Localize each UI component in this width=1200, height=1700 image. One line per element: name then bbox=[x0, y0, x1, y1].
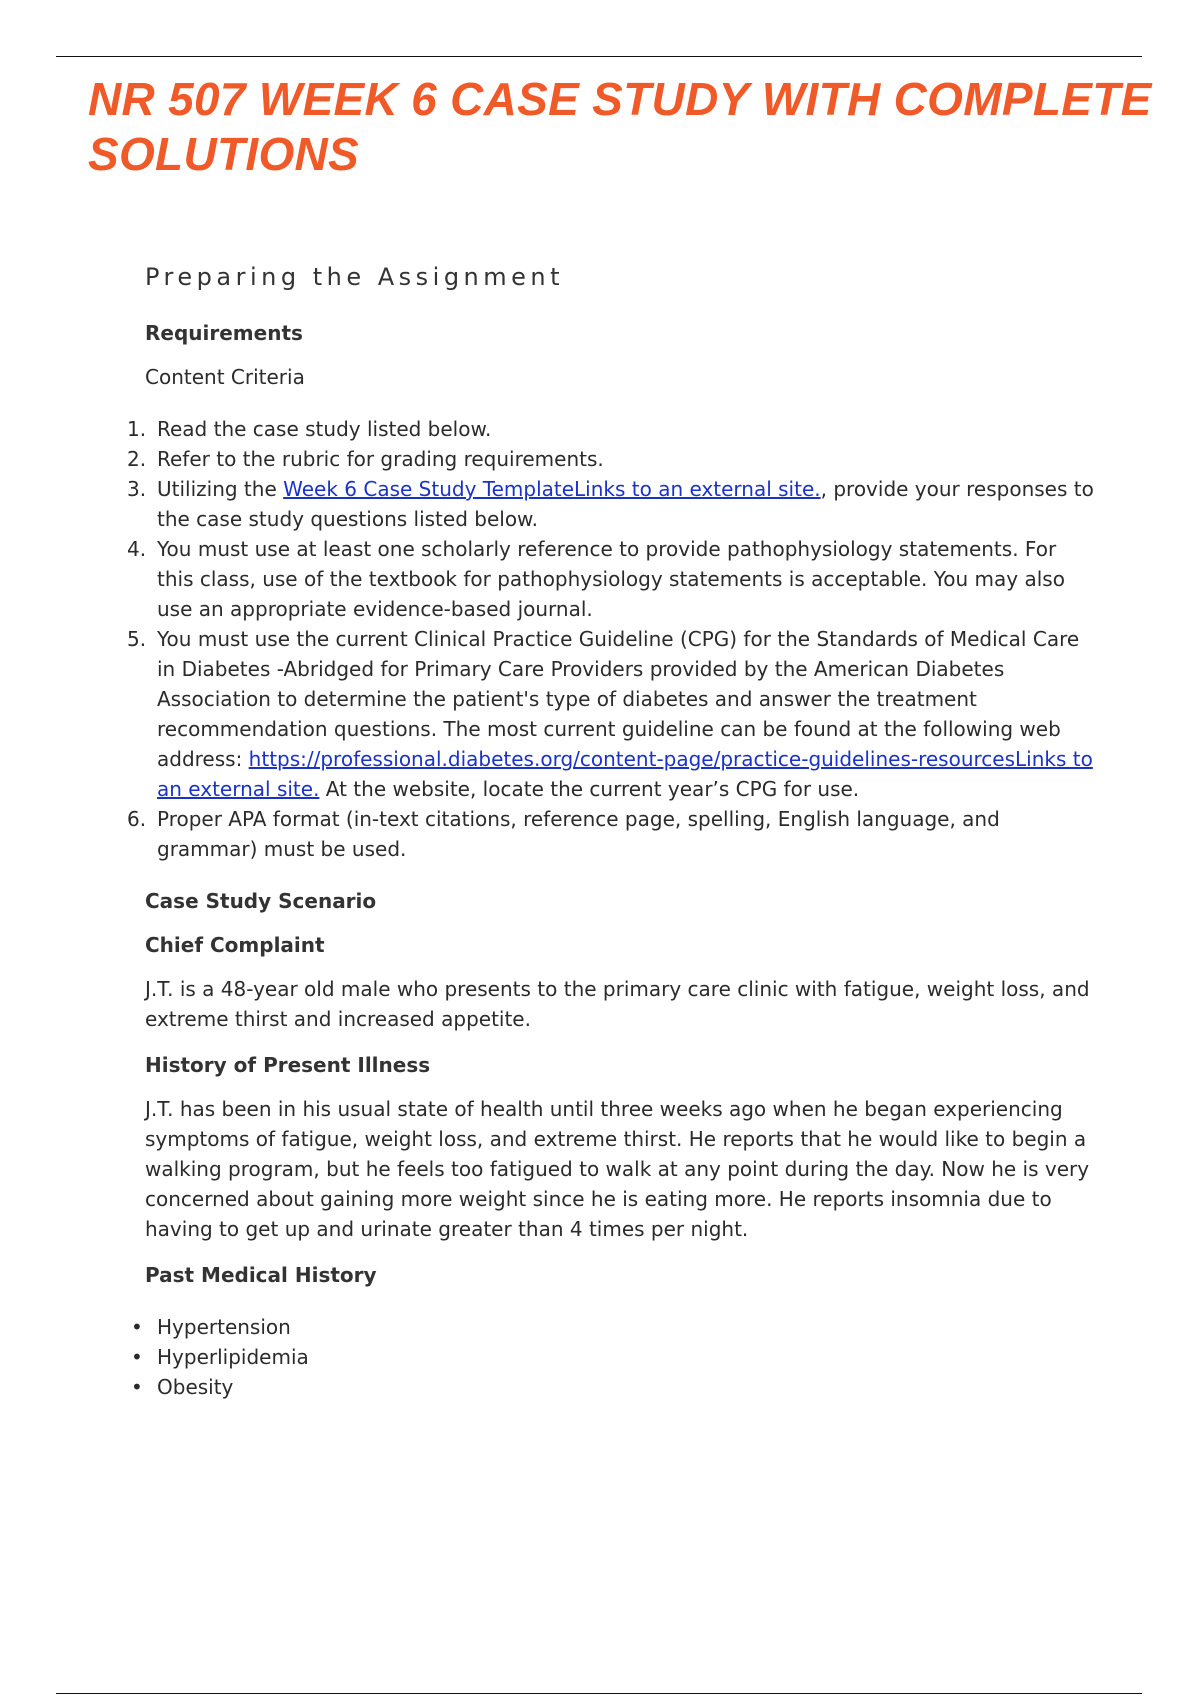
bottom-divider bbox=[56, 1693, 1142, 1694]
list-number: 1. bbox=[127, 417, 147, 441]
list-item-text: Read the case study listed below. bbox=[157, 417, 492, 441]
list-number: 3. bbox=[127, 477, 147, 501]
template-link[interactable]: Week 6 Case Study TemplateLinks to an external site. bbox=[283, 477, 821, 501]
content-criteria-label: Content Criteria bbox=[145, 365, 305, 389]
list-item-text-pre: Utilizing the bbox=[157, 477, 284, 501]
pmh-list bbox=[77, 1312, 1095, 1402]
document-body bbox=[127, 262, 1095, 1402]
guidelines-link[interactable]: https://professional.diabetes.org/content-page/practice-guidelines-resourcesLinks to an external site. bbox=[157, 747, 1093, 801]
list-item-text: Proper APA format (in-text citations, reference page, spelling, English language, and grammar) must be used. bbox=[157, 807, 1000, 861]
list-item-text-post: At the website, locate the current year’s CPG for use. bbox=[319, 777, 860, 801]
chief-complaint-text: J.T. is a 48-year old male who presents to the primary care clinic with fatigue, weight loss, and extreme thirst and increased appetite. bbox=[145, 977, 1090, 1031]
pmh-item: Hypertension bbox=[157, 1315, 291, 1339]
list-number: 6. bbox=[127, 807, 147, 831]
chief-complaint-heading: Chief Complaint bbox=[145, 933, 325, 957]
list-item bbox=[77, 444, 1095, 474]
pmh-heading: Past Medical History bbox=[145, 1263, 377, 1287]
list-item bbox=[77, 1342, 1095, 1372]
document-title: NR 507 WEEK 6 CASE STUDY WITH COMPLETE SOLUTIONS bbox=[88, 73, 1152, 180]
requirements-heading: Requirements bbox=[145, 321, 303, 345]
bullet-icon: • bbox=[131, 1345, 143, 1369]
list-item bbox=[77, 1312, 1095, 1342]
list-item-text: Refer to the rubric for grading requirements. bbox=[157, 447, 604, 471]
list-item bbox=[77, 1372, 1095, 1402]
bullet-icon: • bbox=[131, 1315, 143, 1339]
list-item-text-post: , provide your responses to the case study questions listed below. bbox=[157, 477, 1094, 531]
top-divider bbox=[56, 56, 1142, 57]
list-item bbox=[77, 474, 1095, 534]
list-item bbox=[77, 624, 1095, 804]
hpi-text: J.T. has been in his usual state of health until three weeks ago when he began experiencing symptoms of fatigue, weight loss, and extreme thirst. He reports that he would like to begin a walking program, but he feels too fatigued to walk at any point during the day. Now he is very concerned about gaining more weight since he is eating more. He reports insomnia due to having to get up and urinate greater than 4 times per night. bbox=[145, 1097, 1090, 1241]
list-item-text: You must use at least one scholarly reference to provide pathophysiology statements. For this class, use of the textbook for pathophysiology statements is acceptable. You may also use an appropriate evidence-based journal. bbox=[157, 537, 1065, 621]
case-study-scenario bbox=[131, 886, 1095, 1402]
list-item bbox=[77, 414, 1095, 444]
section-heading: Preparing the Assignment bbox=[145, 263, 565, 291]
list-item-text-pre: You must use the current Clinical Practice Guideline (CPG) for the Standards of Medical Care in Diabetes -Abridged for Primary Care Providers provided by the American Diabetes Association to determine the patient's type of diabetes and answer the treatment recommendation questions. The most current guideline can be found at the following web address: bbox=[157, 627, 1080, 771]
list-number: 2. bbox=[127, 447, 147, 471]
pmh-item: Obesity bbox=[157, 1375, 234, 1399]
pmh-item: Hyperlipidemia bbox=[157, 1345, 309, 1369]
list-item bbox=[77, 804, 1095, 864]
requirements-list bbox=[77, 414, 1095, 864]
list-item bbox=[77, 534, 1095, 624]
list-number: 4. bbox=[127, 537, 147, 561]
list-number: 5. bbox=[127, 627, 147, 651]
bullet-icon: • bbox=[131, 1375, 143, 1399]
hpi-heading: History of Present Illness bbox=[145, 1053, 431, 1077]
scenario-heading: Case Study Scenario bbox=[145, 889, 377, 913]
